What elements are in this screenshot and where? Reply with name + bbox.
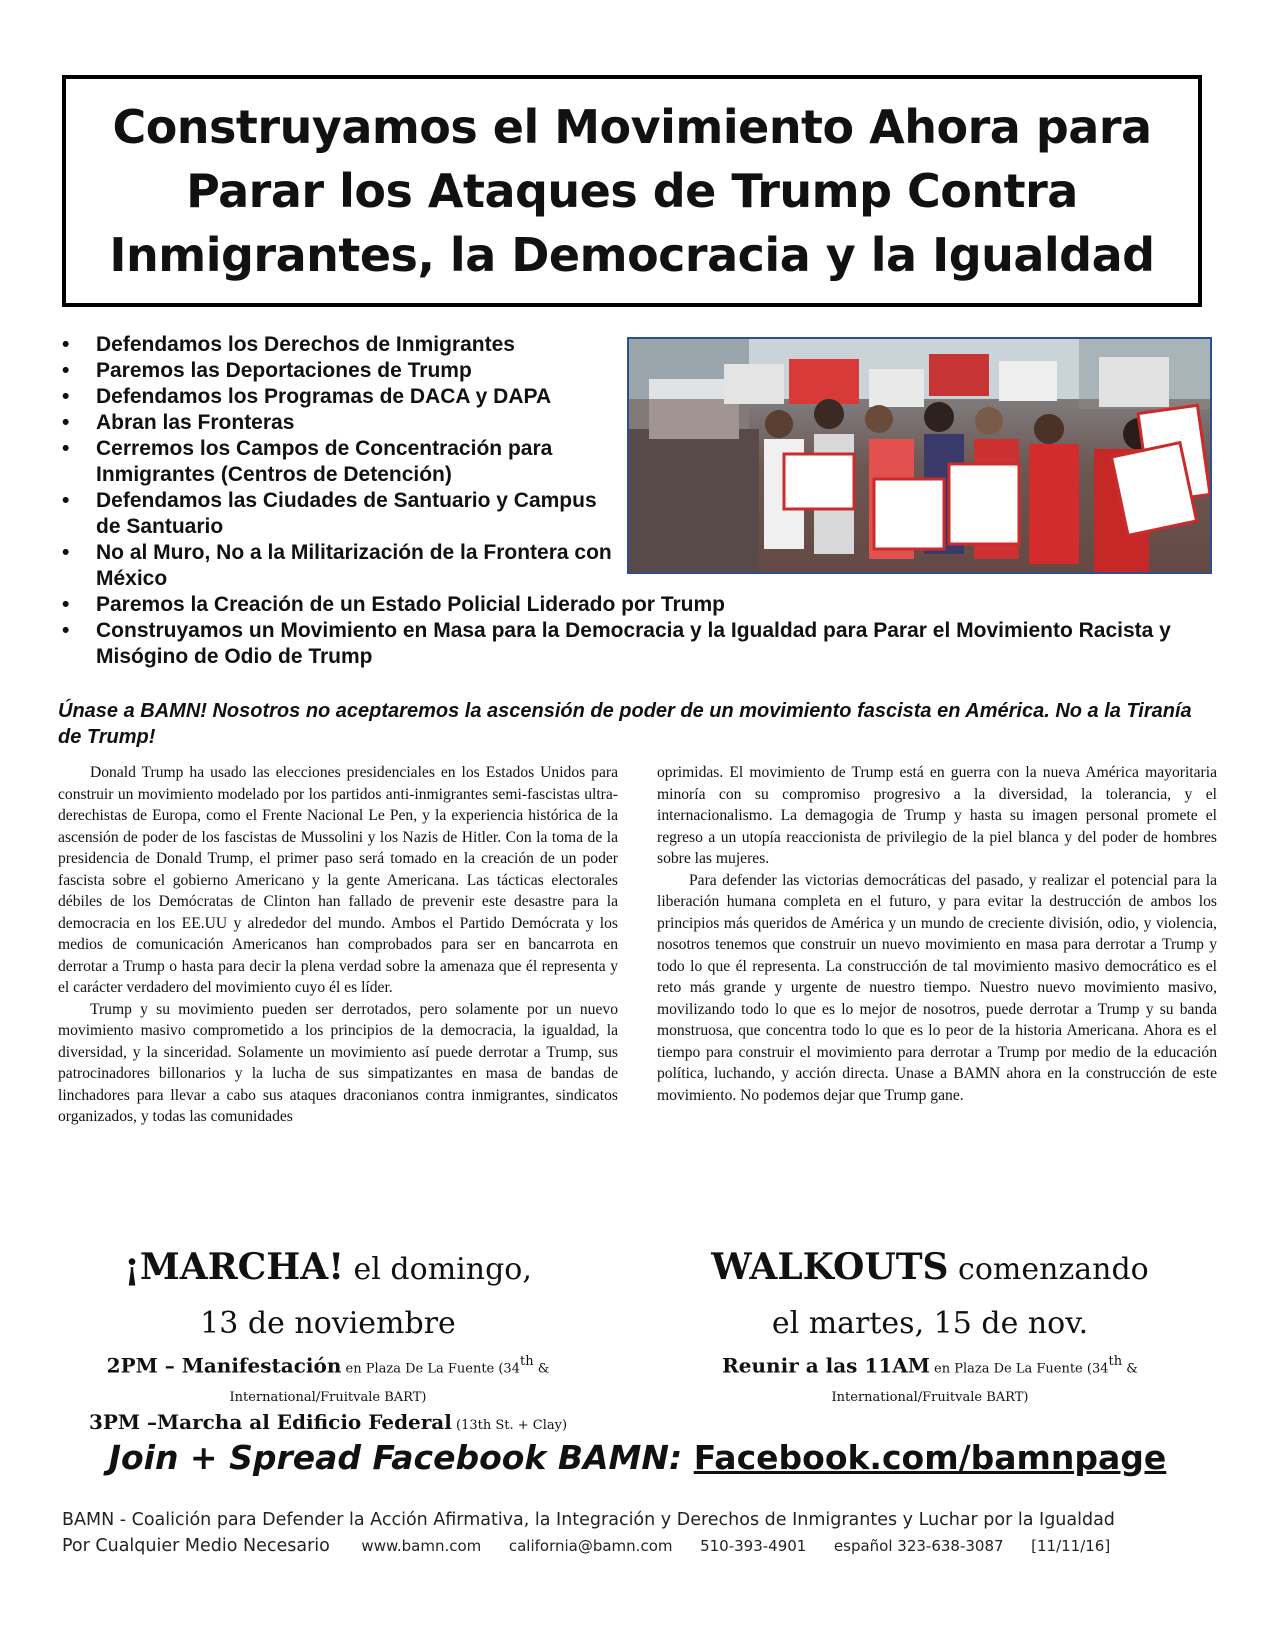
headline-box [62, 75, 1202, 307]
bullet-icon: • [62, 541, 70, 564]
footer-date: [11/11/16] [1031, 1537, 1111, 1555]
bullet-icon: • [62, 489, 70, 512]
bullet-icon: • [62, 411, 70, 434]
march-event: ¡MARCHA! el domingo, 13 de noviembre 2PM – Manifestación en Plaza De La Fuente (34th & International/Fruitvale BART) 3PM –Marcha al Edificio Federal (13th St. + Clay) [58, 1242, 598, 1438]
march-federal-address: (13th St. + Clay) [451, 1417, 568, 1433]
footer [62, 1507, 1222, 1559]
footer-phone: 510-393-4901 [700, 1537, 807, 1555]
list-item: • Defendamos las Ciudades de Santuario y Campus de Santuario [62, 489, 597, 538]
march-rally-location-cont: International/Fruitvale BART) [229, 1389, 427, 1405]
walkouts-starting: comenzando [948, 1252, 1149, 1287]
headline-line-2: Parar los Ataques de Trump Contra [186, 164, 1078, 218]
list-item: • Paremos la Creación de un Estado Policial Liderado por Trump [62, 593, 725, 616]
walkouts-location: en Plaza De La Fuente (34 [929, 1361, 1109, 1377]
join-callout: Únase a BAMN! Nosotros no aceptaremos la ascensión de poder de un movimiento fascista en América. No a la Tiranía de Trump! [58, 700, 1192, 748]
march-rally-time: 2PM – Manifestación [106, 1353, 342, 1378]
list-item: • Construyamos un Movimiento en Masa para la Democracia y la Igualdad para Parar el Movimiento Racista y Misógino de Odio de Trump [62, 619, 1171, 668]
footer-organization: BAMN - Coalición para Defender la Acción Afirmativa, la Integración y Derechos de Inmigrantes y Luchar por la Igualdad [62, 1510, 1115, 1530]
footer-contact [62, 1533, 1222, 1559]
article-paragraph: oprimidas. El movimiento de Trump está en guerra con la nueva América mayoritaria minoría con su compromiso progresivo a la diversidad, la tolerancia, y el internacionalismo. La demagogia de Trump y hasta su imagen personal promete el regreso a un utopía reaccionista de privilegio de la piel blanca y del poder de hombres sobre las mujeres. [657, 764, 1217, 867]
list-item: • Cerremos los Campos de Concentración para Inmigrantes (Centros de Detención) [62, 437, 553, 486]
walkouts-event: WALKOUTS comenzando el martes, 15 de nov. Reunir a las 11AM en Plaza De La Fuente (34th & International/Fruitvale BART) [650, 1242, 1210, 1410]
march-headline: ¡MARCHA! [124, 1246, 345, 1288]
bullet-icon: • [62, 593, 70, 616]
march-rally-location: en Plaza De La Fuente (34 [341, 1361, 520, 1377]
list-item: • No al Muro, No a la Militarización de la Frontera con México [62, 541, 612, 590]
footer-email-link[interactable]: california@bamn.com [508, 1537, 673, 1555]
article-paragraph: Trump y su movimiento pueden ser derrotados, pero solamente por un nuevo movimiento masivo comprometido a los principios de la democracia, la igualdad, la diversidad, y la sinceridad. Solamente un movimiento así puede derrotar a Trump, sus patrocinadores billonarios y la lucha de sus simpatizantes en masa de bandas de linchadores para llevar a cabo sus ataques draconianos contra inmigrantes, sindicatos organizados, y todas las comunidades [58, 1000, 618, 1125]
bullet-icon: • [62, 619, 70, 642]
bullet-icon: • [62, 333, 70, 356]
bullet-icon: • [62, 359, 70, 382]
walkouts-date: el martes, 15 de nov. [771, 1306, 1089, 1341]
march-date: 13 de noviembre [200, 1306, 456, 1341]
headline-line-3: Inmigrantes, la Democracia y la Igualdad [109, 228, 1155, 282]
facebook-prefix: Join + Spread Facebook BAMN: [108, 1438, 694, 1477]
protest-photo [627, 337, 1212, 574]
protest-photo-illustration [629, 339, 1210, 572]
list-item: • Paremos las Deportaciones de Trump [62, 359, 472, 382]
article-paragraph: Donald Trump ha usado las elecciones presidenciales en los Estados Unidos para construir un movimiento modelado por los partidos anti-inmigrantes semi-fascistas ultra-derechistas de Europa, como el Frente Nacional Le Pen, y la experiencia histórica de la ascensión de poder de los fascistas de Mussolini y los Nazis de Hitler. Con la toma de la presidencia de Donald Trump, el primer paso será tomado en la creación de un poder fascista sobre el gobierno Americano y la gente Americana. Las tácticas electorales débiles de los Demócratas de Clinton han fallado de prevenir este desastre para la democracia en los EE.UU y alrededor del mundo. Ambos el Partido Demócrata y los medios de comunicación Americanos han comprobados para ser en bancarrota en derrotar a Trump o hasta para decir la plena verdad sobre la amenaza que él representa y el carácter verdadero del movimiento cuyo él es líder. [58, 764, 618, 996]
facebook-link[interactable]: Facebook.com/bamnpage [693, 1438, 1167, 1477]
walkouts-headline: WALKOUTS [711, 1246, 949, 1288]
headline-line-1: Construyamos el Movimiento Ahora para [112, 100, 1152, 154]
list-item: • Defendamos los Programas de DACA y DAPA [62, 385, 552, 408]
article-paragraph: Para defender las victorias democráticas del pasado, y realizar el potencial para la liberación humana completa en el futuro, y para evitar la destrucción de ambos los principios más queridos de América y un mundo de creciente división, odio, y violencia, nosotros tenemos que construir un nuevo movimiento en masa para derrotar a Trump y todo lo que él representa. La construcción de tal movimiento masivo democrático es el reto más grande y urgente de nuestro tiempo. Nuestro nuevo movimiento masivo, movilizando todo lo que es lo mejor de nosotros, puede derrotar a Trump y su banda monstruosa, que concentra todo lo que es lo peor de la historia Americana. Ahora es el tiempo para construir el movimiento para derrotar a Trump por medio de la educación política, luchando, y acción directa. Unase a BAMN ahora en la construcción de este movimiento. No podemos dejar que Trump gane. [657, 871, 1217, 1104]
article-column-right [657, 762, 1217, 1106]
article-column-left [58, 762, 618, 1128]
list-item: • Abran las Fronteras [62, 411, 295, 434]
walkouts-meet-time: Reunir a las 11AM [722, 1353, 930, 1378]
bullet-icon: • [62, 385, 70, 408]
list-item: • Defendamos los Derechos de Inmigrantes [62, 333, 515, 356]
march-day: el domingo, [344, 1252, 532, 1287]
footer-phone-spanish: español 323-638-3087 [833, 1537, 1004, 1555]
march-to-federal-building: 3PM –Marcha al Edificio Federal [88, 1409, 452, 1434]
footer-tagline: Por Cualquier Medio Necesario [62, 1536, 330, 1556]
walkouts-location-cont: International/Fruitvale BART) [831, 1389, 1029, 1405]
bullet-icon: • [62, 437, 70, 460]
footer-website-link[interactable]: www.bamn.com [361, 1537, 482, 1555]
facebook-banner [0, 1438, 1275, 1477]
